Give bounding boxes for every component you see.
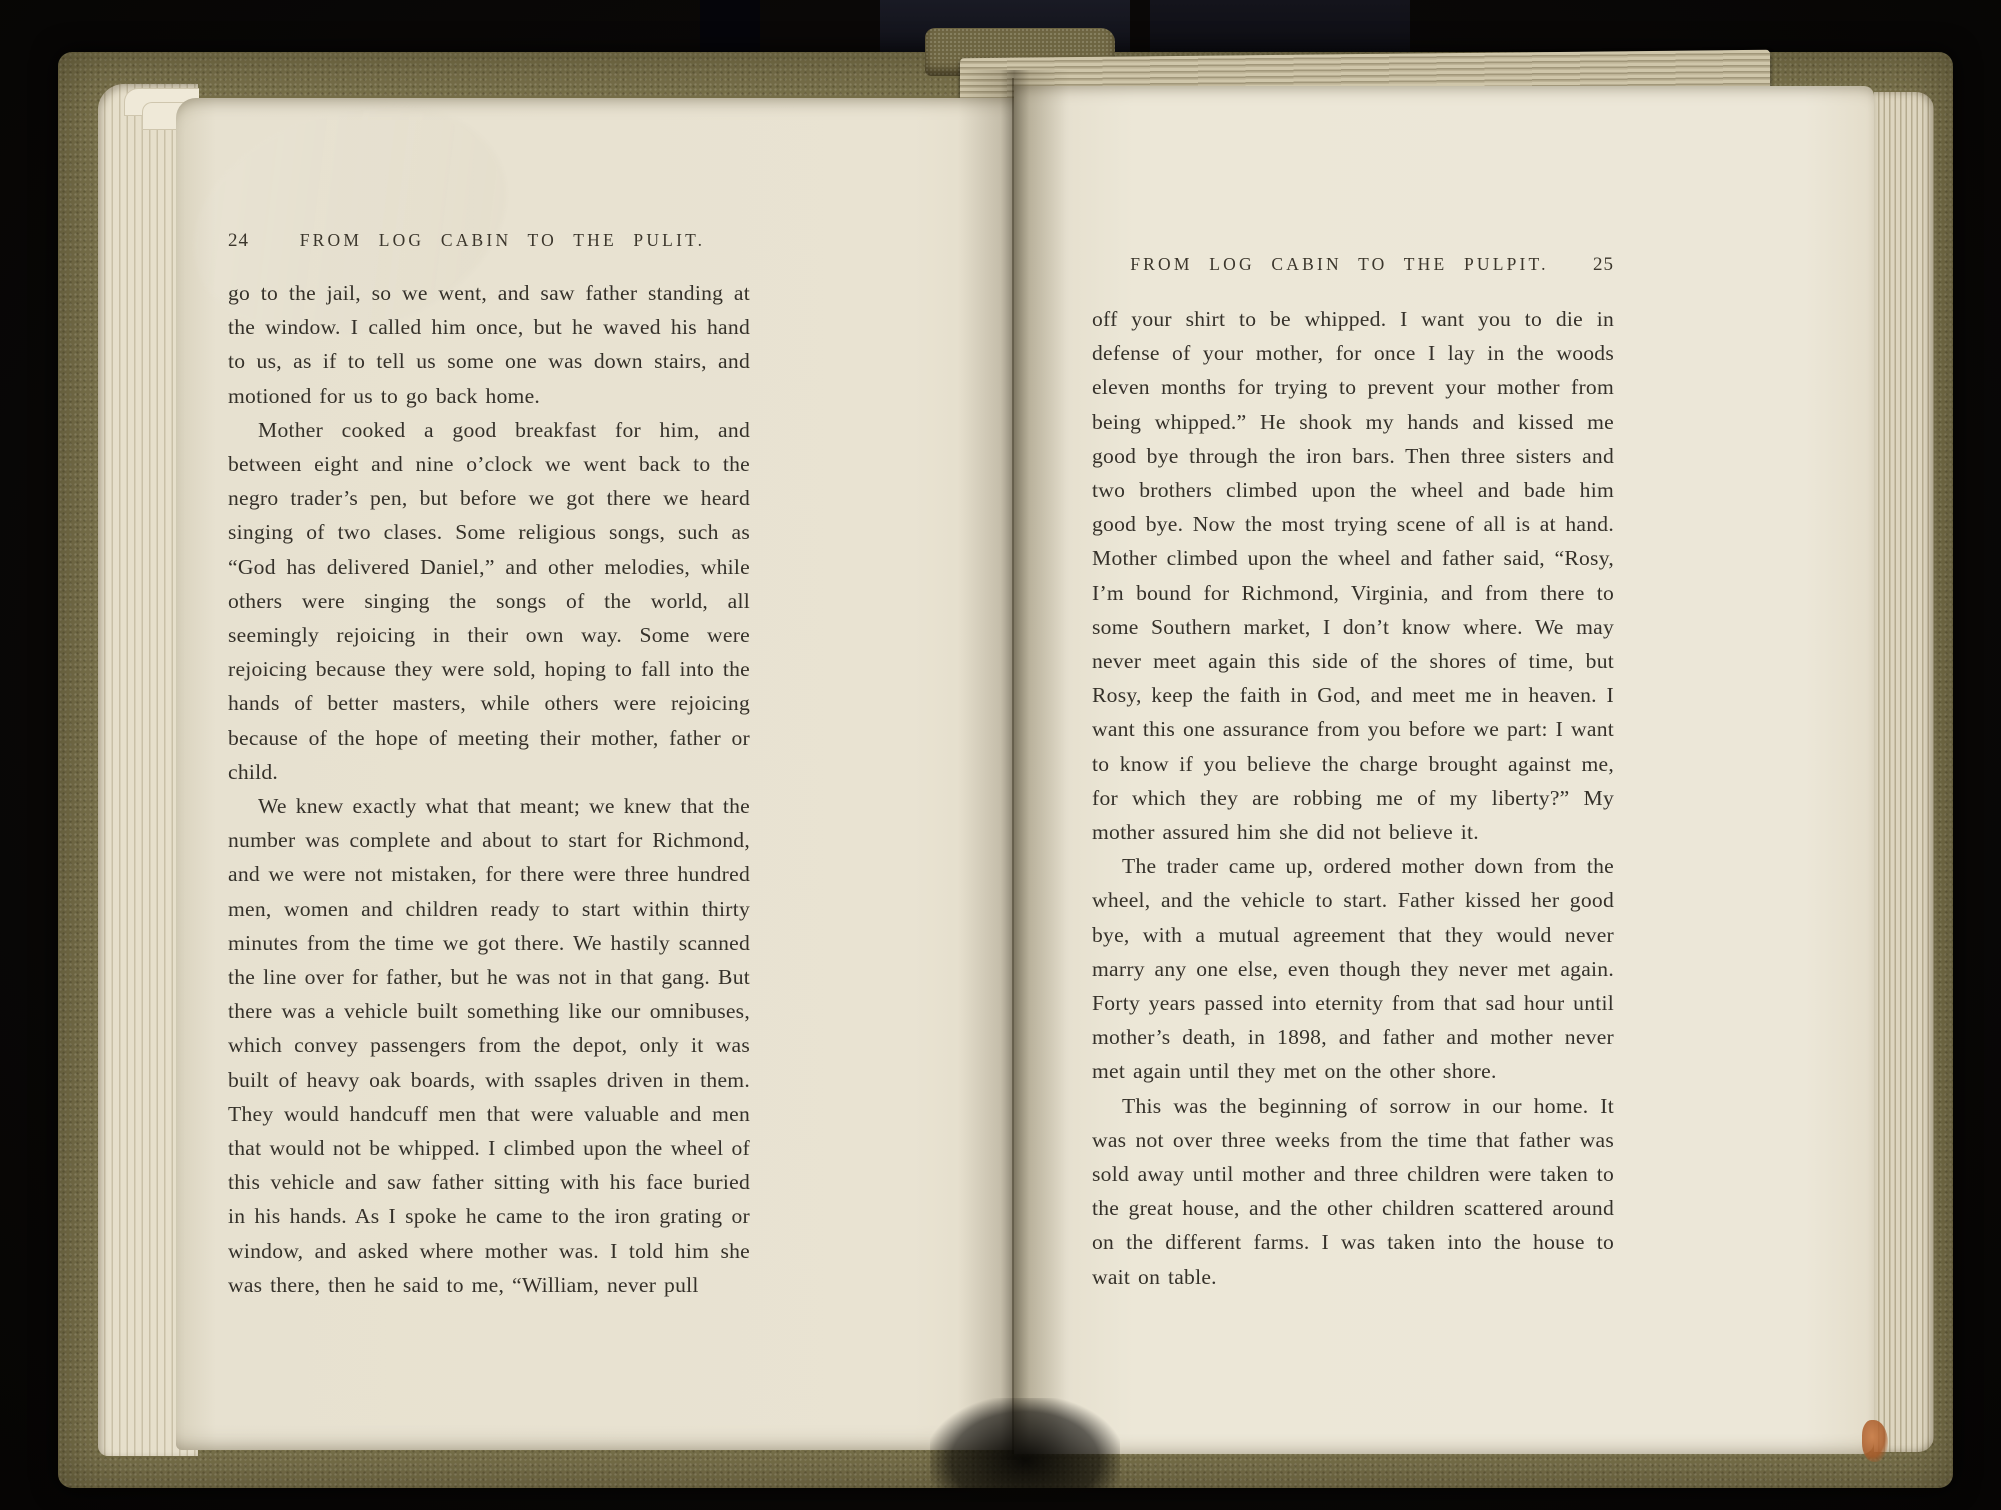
right-page-body <box>1092 302 1614 1294</box>
gutter-line <box>1012 78 1014 1454</box>
left-page-body <box>228 276 750 1302</box>
corner-fray <box>1862 1420 1888 1462</box>
paragraph: go to the jail, so we went, and saw father standing at the window. I called him once, but he waved his hand to us, as if to tell us some one was down stairs, and motioned for us to go back home. <box>228 281 750 408</box>
page-number: 25 <box>1593 254 1614 275</box>
right-page-header <box>1092 254 1614 276</box>
left-page-text <box>228 230 750 1302</box>
left-page-header <box>228 230 750 252</box>
right-page-text <box>1092 254 1614 1294</box>
paragraph: This was the beginning of sorrow in our home. It was not over three weeks from the time that father was sold away until mother and three children were taken to the great house, and the other children scattered around on the different farms. I was taken into the house to wait on table. <box>1092 1093 1614 1289</box>
paragraph: We knew exactly what that meant; we knew that the number was complete and about to start for Richmond, and we were not mistaken, for there were three hundred men, women and children ready to start within thirty minutes from the time we got there. We hastily scanned the line over for father, but he was not in that gang. But there was a vehicle built something like our omnibuses, which convey passengers from the depot, only it was built of heavy oak boards, with ssaples driven in them. They would handcuff men that were valuable and men that would not be whipped. I climbed upon the wheel of this vehicle and saw father sitting with his face buried in his hands. As I spoke he came to the iron grating or window, and asked where mother was. I told him she was there, then he said to me, “William, never pull <box>228 794 750 1297</box>
running-head: FROM LOG CABIN TO THE PULIT. <box>299 230 706 250</box>
paragraph: The trader came up, ordered mother down from the wheel, and the vehicle to start. Father kissed her good bye, with a mutual agreement that they would never marry any one else, even though they never met again. Forty years passed into eternity from that sad hour until mother’s death, in 1898, and father and mother never met again until they met on the other shore. <box>1092 854 1614 1084</box>
running-head: FROM LOG CABIN TO THE PULPIT. <box>1130 254 1549 274</box>
gutter-bottom-shadow <box>930 1398 1120 1502</box>
paragraph: off your shirt to be whipped. I want you to die in defense of your mother, for once I lay in the woods eleven months for trying to prevent your mother from being whipped.” He shook my hands and kissed me good bye through the iron bars. Then three sisters and two brothers climbed upon the wheel and bade him good bye. Now the most trying scene of all is at hand. Mother climbed upon the wheel and father said, “Rosy, I’m bound for Richmond, Virginia, and from there to some Southern market, I don’t know where. We may never meet again this side of the shores of time, but Rosy, keep the faith in God, and meet me in heaven. I want this one assurance from you before we part: I want to know if you believe the charge brought against me, for which they are robbing me of my liberty?” My mother assured him she did not believe it. <box>1092 307 1614 845</box>
page-number: 24 <box>228 230 249 251</box>
page-edges-right <box>1874 92 1934 1452</box>
paragraph: Mother cooked a good breakfast for him, and between eight and nine o’clock we went back to the negro trader’s pen, but before we got there we heard singing of two clases. Some religious songs, such as “God has delivered Daniel,” and other melodies, while others were singing the songs of the world, all seemingly rejoicing in their own way. Some were rejoicing because they were sold, hoping to fall into the hands of better masters, while others were rejoicing because of the hope of meeting their mother, father or child. <box>228 417 750 784</box>
